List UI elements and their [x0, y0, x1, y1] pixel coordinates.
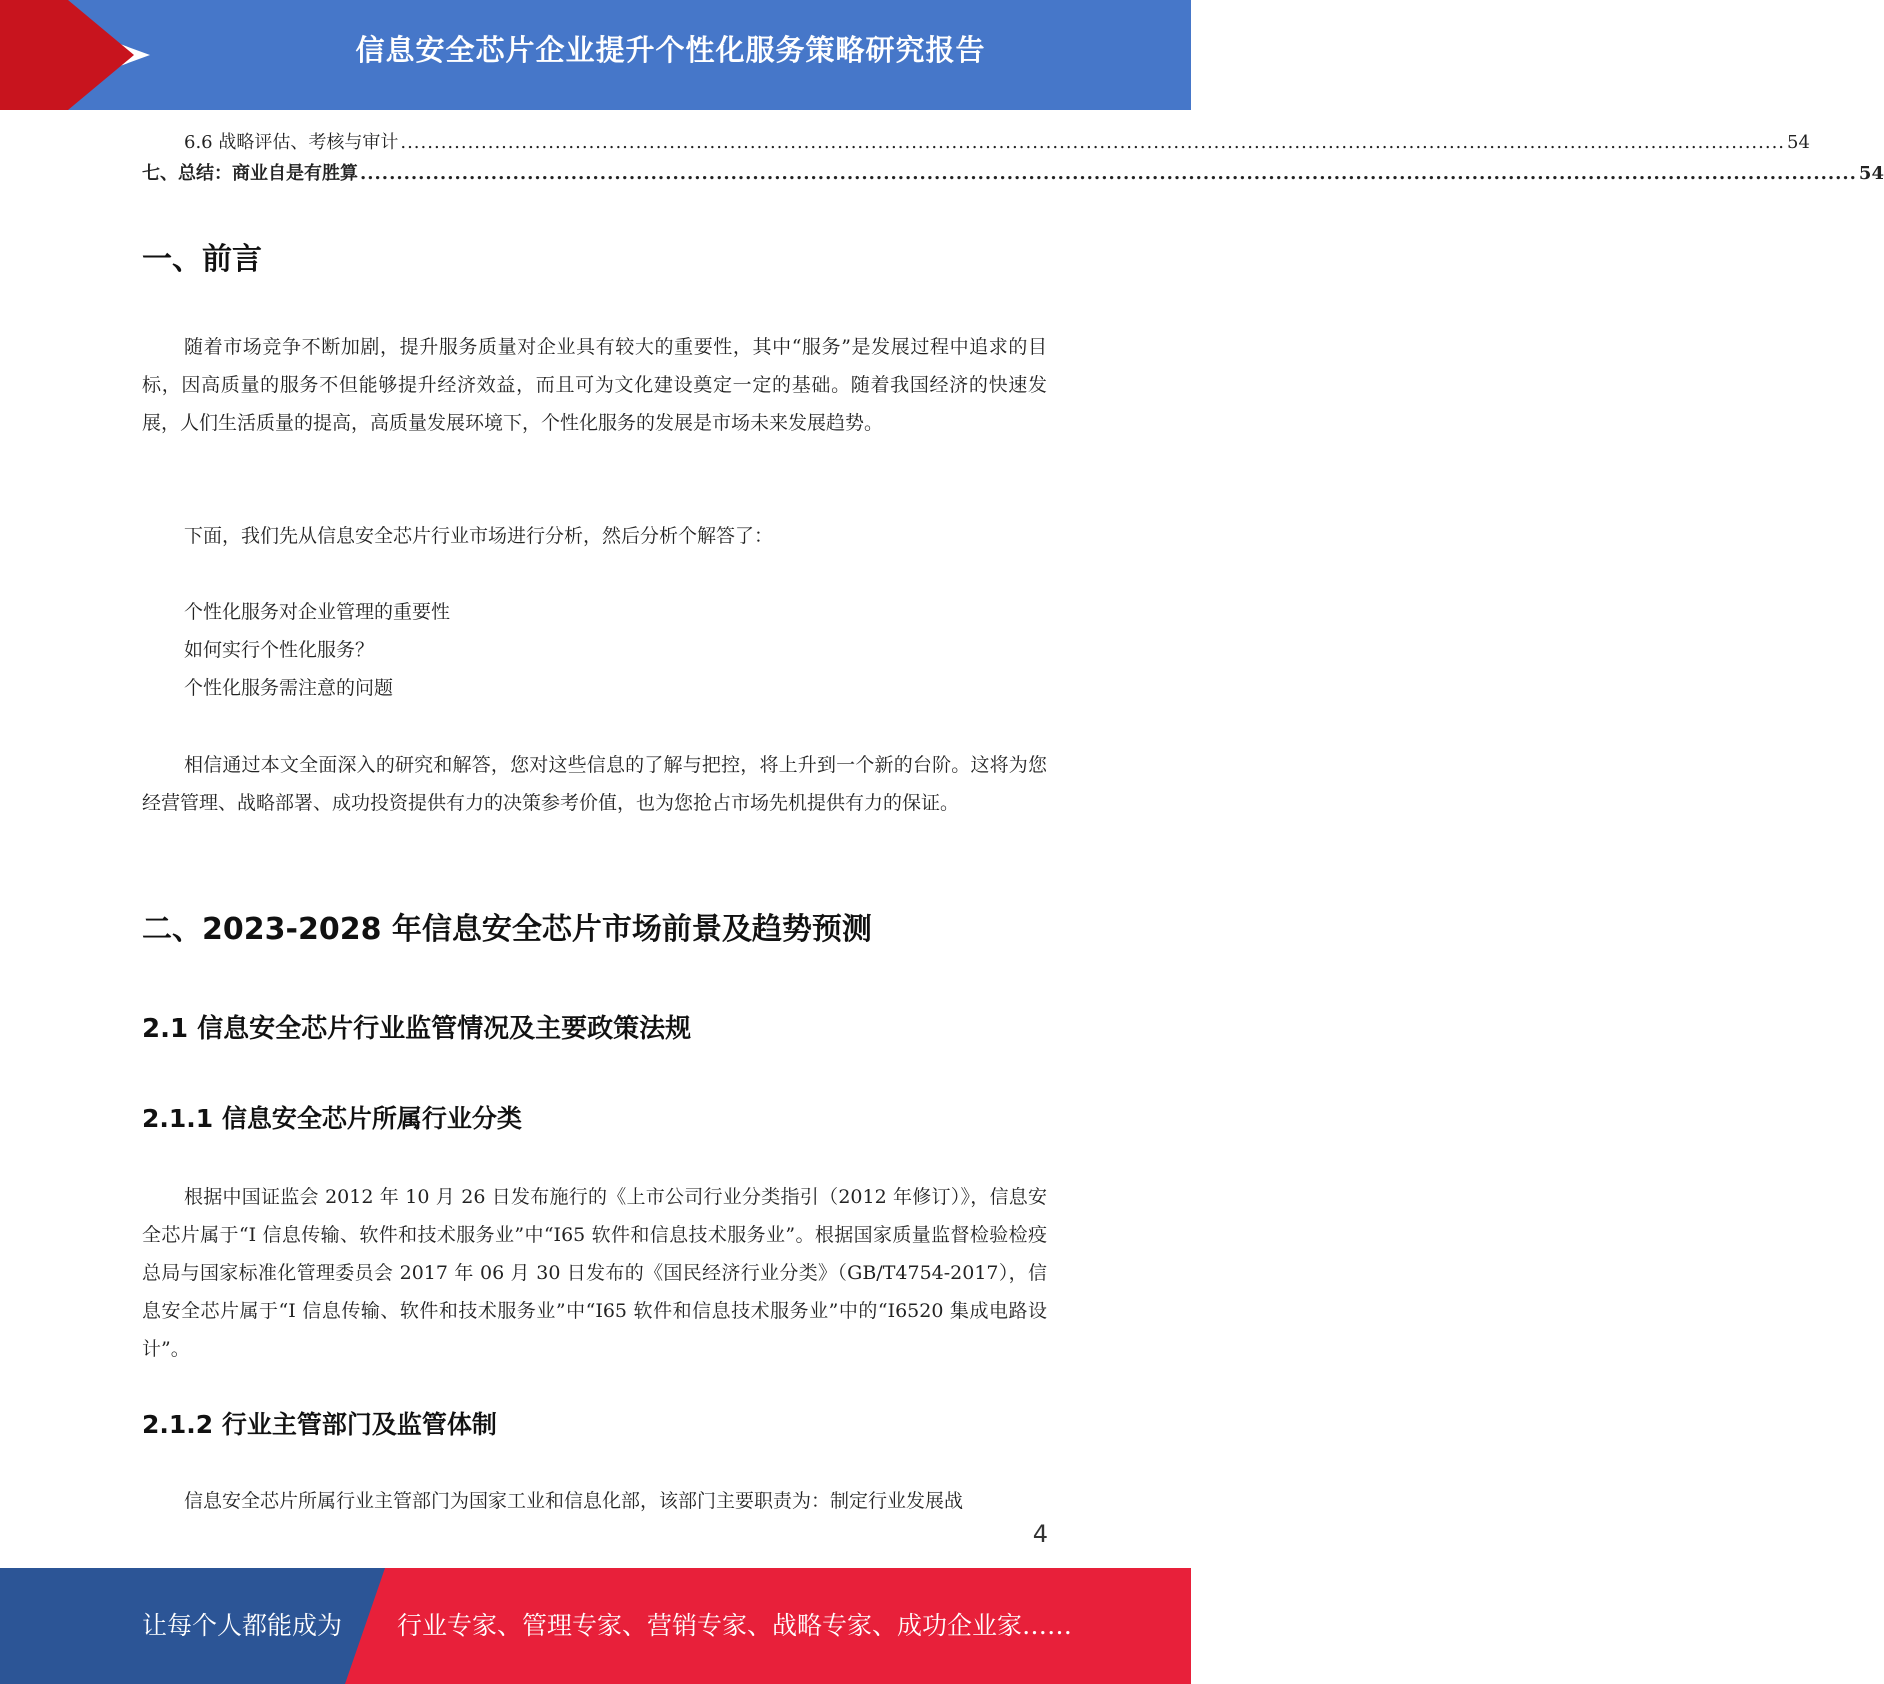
header-title: 信息安全芯片企业提升个性化服务策略研究报告: [355, 33, 986, 67]
toc-leader-dots: ..............................................................................................................................................................................................................: [360, 163, 1857, 184]
list-item: 如何实行个性化服务？: [184, 639, 375, 661]
paragraph: 信息安全芯片所属行业主管部门为国家工业和信息化部，该部门主要职责为：制定行业发展战: [184, 1490, 964, 1512]
paragraph: 随着市场竞争不断加剧，提升服务质量对企业具有较大的重要性，其中“服务”是发展过程中追求的目标，因高质量的服务不但能够提升经济效益，而且可为文化建设奠定一定的基础。随着我国经济的快速发展，人们生活质量的提高，高质量发展环境下，个性化服务的发展是市场未来发展趋势。: [142, 336, 1047, 434]
paragraph: 相信通过本文全面深入的研究和解答，您对这些信息的了解与把控，将上升到一个新的台阶。这将为您经营管理、战略部署、成功投资提供有力的决策参考价值，也为您抢占市场先机提供有力的保证。: [142, 754, 1047, 814]
toc-entry-page: 54: [1858, 163, 1884, 184]
toc-entry-page: 54: [1787, 132, 1810, 153]
toc-entry-label: 七、总结：商业自是有胜算: [142, 163, 358, 184]
section-title-2-1: 2.1 信息安全芯片行业监管情况及主要政策法规: [142, 1014, 692, 1044]
footer-slogan-right: 行业专家、管理专家、营销专家、战略专家、成功企业家……: [397, 1611, 1073, 1640]
section-title-2-1-1: 2.1.1 信息安全芯片所属行业分类: [142, 1104, 522, 1133]
list-item: 个性化服务需注意的问题: [184, 677, 394, 699]
page-number: 4: [1032, 1520, 1048, 1548]
list-item: 个性化服务对企业管理的重要性: [184, 601, 451, 623]
toc-entry[interactable]: [142, 130, 1810, 156]
section-title-chapter-2: 二、2023-2028 年信息安全芯片市场前景及趋势预测: [142, 912, 872, 947]
toc-entry[interactable]: [142, 161, 1884, 187]
page-header: [0, 0, 1191, 110]
footer-slogan-left: 让每个人都能成为: [142, 1611, 343, 1640]
paragraph: 下面，我们先从信息安全芯片行业市场进行分析，然后分析个解答了：: [184, 525, 774, 547]
page-footer: [0, 1568, 1191, 1684]
section-title-preface: 一、前言: [142, 242, 262, 277]
section-title-2-1-2: 2.1.2 行业主管部门及监管体制: [142, 1410, 497, 1439]
toc-leader-dots: ..............................................................................................................................................................................................................: [400, 132, 1786, 153]
header-red-block: [0, 0, 68, 110]
header-red-arrow: [68, 0, 134, 110]
paragraph: 根据中国证监会 2012 年 10 月 26 日发布施行的《上市公司行业分类指引（2012 年修订）》，信息安全芯片属于“I 信息传输、软件和技术服务业”中“I65 软件和信息技术服务业”。根据国家质量监督检验检疫总局与国家标准化管理委员会 2017 年 06 月 30 日发布的《国民经济行业分类》（GB/T4754-2017），信息安全芯片属于“I 信息传输、软件和技术服务业”中“I65 软件和信息技术服务业”中的“I6520 集成电路设计”。: [142, 1186, 1047, 1360]
toc-entry-label: 6.6 战略评估、考核与审计: [184, 132, 399, 153]
